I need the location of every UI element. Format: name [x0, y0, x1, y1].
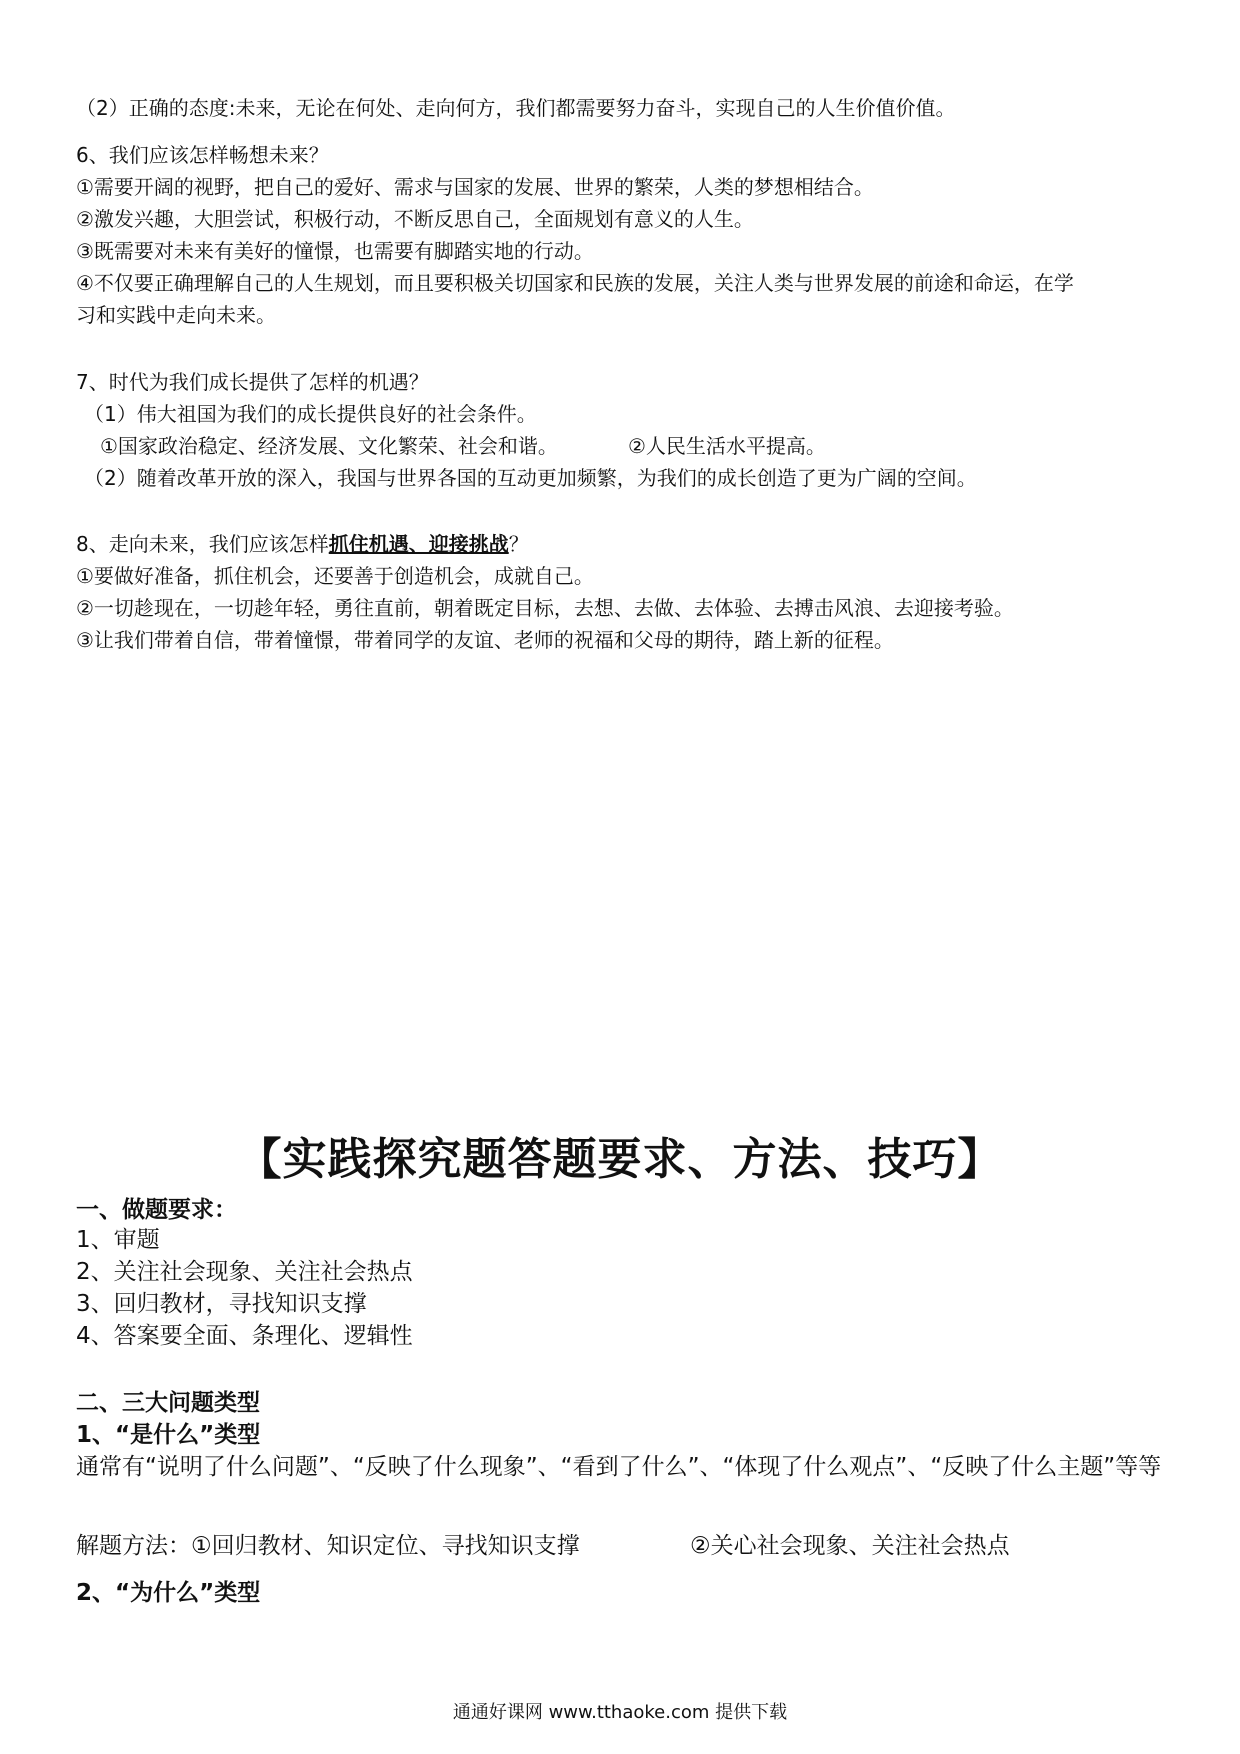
q6-title: 6、我们应该怎样畅想未来？	[76, 143, 329, 167]
q6-item-3: ③既需要对未来有美好的憧憬，也需要有脚踏实地的行动。	[76, 239, 594, 263]
footer-source: 通通好课网 www.tthaoke.com 提供下载	[452, 1702, 788, 1723]
q6-item-4: ④不仅要正确理解自己的人生规划，而且要积极关切国家和民族的发展，关注人类与世界发展的前途和命运，在学	[76, 271, 1074, 295]
q8-item-2: ②一切趁现在，一切趁年轻，勇往直前，朝着既定目标，去想、去做、去体验、去搏击风浪、去迎接考验。	[76, 596, 1014, 620]
method-label: 解题方法：	[76, 1533, 191, 1559]
q8-item-1: ①要做好准备，抓住机会，还要善于创造机会，成就自己。	[76, 564, 594, 588]
requirement-3: 3、回归教材，寻找知识支撑	[76, 1291, 367, 1317]
q7-point-1a: ①国家政治稳定、经济发展、文化繁荣、社会和谐。	[100, 434, 558, 458]
q7-point-1b: ②人民生活水平提高。	[628, 434, 826, 458]
requirement-2: 2、关注社会现象、关注社会热点	[76, 1259, 413, 1285]
q6-item-1: ①需要开阔的视野，把自己的爱好、需求与国家的发展、世界的繁荣，人类的梦想相结合。	[76, 175, 874, 199]
section-title: 【实践探究题答题要求、方法、技巧】	[237, 1134, 1003, 1185]
q8-title-post: ？	[508, 532, 529, 556]
type1-heading: 1、“是什么”类型	[76, 1422, 261, 1448]
method-a: ①回归教材、知识定位、寻找知识支撑	[191, 1533, 580, 1559]
q8-title-pre: 8、走向未来，我们应该怎样	[76, 532, 329, 556]
method-b: ②关心社会现象、关注社会热点	[690, 1533, 1010, 1559]
q8-title-emphasis: 抓住机遇、迎接挑战	[328, 532, 509, 556]
q7-point-2: （2）随着改革开放的深入，我国与世界各国的互动更加频繁，为我们的成长创造了更为广阔的空间。	[84, 466, 977, 490]
types-heading: 二、三大问题类型	[76, 1390, 260, 1416]
type1-description: 通常有“说明了什么问题”、“反映了什么现象”、“看到了什么”、“体现了什么观点”、“反映了什么主题”等等	[76, 1454, 1162, 1480]
q7-point-1: （1）伟大祖国为我们的成长提供良好的社会条件。	[84, 402, 537, 426]
q8-title	[76, 528, 529, 560]
q7-title: 7、时代为我们成长提供了怎样的机遇？	[76, 370, 429, 394]
q6-item-4-cont: 习和实践中走向未来。	[76, 303, 276, 327]
attitude-line: （2）正确的态度:未来，无论在何处、走向何方，我们都需要努力奋斗，实现自己的人生价值价值。	[76, 96, 956, 120]
type2-heading: 2、“为什么”类型	[76, 1580, 261, 1606]
q6-item-2: ②激发兴趣，大胆尝试，积极行动，不断反思自己，全面规划有意义的人生。	[76, 207, 754, 231]
q8-item-3: ③让我们带着自信，带着憧憬，带着同学的友谊、老师的祝福和父母的期待，踏上新的征程。	[76, 628, 894, 652]
requirement-1: 1、审题	[76, 1227, 160, 1253]
requirement-4: 4、答案要全面、条理化、逻辑性	[76, 1323, 413, 1349]
requirements-heading: 一、做题要求：	[76, 1197, 237, 1223]
